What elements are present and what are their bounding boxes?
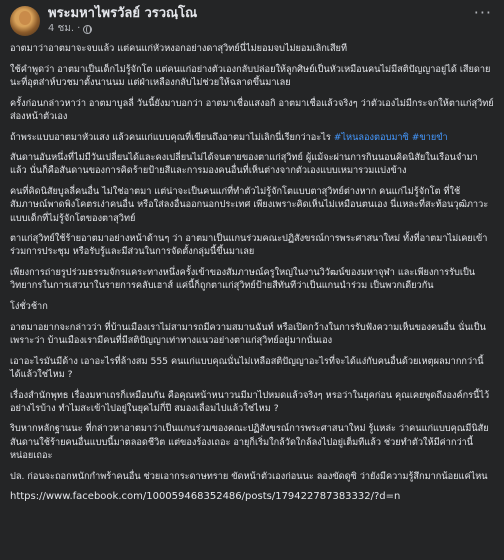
- post-paragraph: [10, 321, 494, 347]
- paragraph-text: เอาอะไรมันมีด้าง เอาอะไรที่ล้างสม 555 คนแก่แบบคุณนั่นไม่เหลือสติปัญญาอะไรที่จะได้แง่กับคนอื่นด้วยเหตุผลมากกว่านี้ได้แล้วใช่ไหม ?: [10, 355, 484, 380]
- post-body: [0, 38, 504, 503]
- post-paragraph: [10, 355, 494, 381]
- post-header: [0, 0, 504, 38]
- post-paragraph: [10, 151, 494, 177]
- author-name[interactable]: พระมหาไพรวัลย์ วรวณฺโณ: [48, 6, 198, 21]
- post-paragraph: [10, 232, 494, 258]
- hashtag-link[interactable]: #ไหนลองตอบมาซิ #ขายขำ: [333, 131, 448, 143]
- paragraph-text: ริบหากหลักฐานนะ ที่กล่าวหาอาตมาว่าเป็นแกนร่วมของคณะปฏิสังขรณ์การพระศาสนาใหม่ รู้แหล่ะ ว่าคนแก่แบบคุณมีนิสัยสันดานใช้ร้ายคนอื่นแบบนี้มาตลอดชีวิต แต่ของร้องเถอะ อายุก็เริ่มใกล้วัดใกล้ลงไปอยู่เต็มทีแล้ว ช่วยทำตัวให้มีค่ากว่านี้หน่อยเถอะ: [10, 423, 489, 461]
- post-paragraph: [10, 63, 494, 89]
- post-paragraph: [10, 42, 494, 55]
- paragraph-text: ตาแก่สุวิทย์ใช้ร้ายอาตมาอย่างหน้าด้านๆ ว่า อาตมาเป็นแกนร่วมคณะปฏิสังขรณ์การพระศาสนาใหม่ ทั้งที่อาตมาไม่เคยเข้าร่วมการประชุม หรือรับรู้และมีส่วนในการจัดตั้งกลุ่มนี้ขึ้นมาเลย: [10, 233, 488, 258]
- globe-icon: [83, 25, 92, 34]
- paragraph-text: อาตมาอยากจะกล่าวว่า ที่บ้านเมืองเราไม่สามารถมีความสมานฉันท์ หรือเปิดกว้างในการรับฟังความเห็นของคนอื่น นั่นเป็นเพราะว่า บ้านเมืองเรามีคนที่มีสติปัญญาเท่าทางแนวอย่างตาแก่สุวิทย์อยู่มากนั่นเอง: [10, 321, 486, 346]
- post-paragraph: [10, 470, 494, 483]
- post-subline: 4 ชม. ·: [48, 22, 472, 36]
- post-paragraph: [10, 131, 494, 144]
- paragraph-text: เรื่องสำนักพุทธ เรื่องมหาเถรก็เหมือนกัน คือคุณหน้าหนาวนมีมาไปหมดแล้วจริงๆ หรอว่าในยุคก่อน คุณเคยพูดถึงองค์กรนี้ไว้อย่างไรบ้าง ทำไมสะเข้าไปอยู่ในยุคไม่กี่ปี สมองเลื่อมไปแล้วใช่ไหม ?: [10, 389, 490, 414]
- post-paragraph: [10, 266, 494, 292]
- paragraph-text: เพียงการถ่ายรูปร่วมธรรมจักรแคระทางหนึ่งครั้งเข้าของสัมภาษณ์ครูใหญ่ในงานวิวัฒน์ของมหาจุฬา และเพียงการรับเป็นวิทยากรในการเสวนาในรายการคลับเฮาส์ แค่นี้ก็ถูกตาแก่สุวิทย์ป้ายสีทันทีว่าเป็นแกนนำร่วม เป็นพวกเดียวกัน: [10, 267, 476, 292]
- paragraph-text: โง่ชั่วช้าก: [10, 301, 48, 313]
- paragraph-text: ใช้คำพูดว่า อาตมาเป็นเด็กไม่รู้จักโต แต่คนแก่อย่างตัวเองกลับปล่อยให้ลูกศิษย์เป็นหัวเหมือนคนไม่มีสติปัญญาอยู่ได้ เสียดายนะที่อุตส่าห์บวชมาตั้งนานนม แต่ฝ่าเหลืองกลับไม่ช่วยให้ฉลาดขึ้นมาเลย: [10, 63, 491, 88]
- post-time[interactable]: 4 ชม.: [48, 23, 75, 34]
- more-options-icon[interactable]: ···: [473, 3, 492, 22]
- paragraph-text: ครั้งก่อนกล่าวหาว่า อาตมาบูลลี่ วันนี้ยังมาบอกว่า อาตมาเชื่อแสงอกิ อาตมาเชื่อแล้วจริงๆ ว่าตัวเองไม่มีกระจกให้ตาแก่สุวิทย์ส่องหน้าตัวเอง: [10, 97, 494, 122]
- post-paragraph: [10, 389, 494, 415]
- paragraph-text: สันดานอันหนึ่งที่ไม่มีวันเปลี่ยนได้และคงเปลี่ยนไม่ได้จนตายของตาแก่สุวิทย์ ผู้แม้จะผ่านการกินนอนคิดนิสัยในเรือนจำมาแล้ว นั่นก็คือสันดานของการคิดร้ายป้ายสีและการมองคนอื่นที่เห็นต่างจากตัวเองแบบเหมารวมแบ่งข้าง: [10, 152, 478, 177]
- post-meta: [48, 6, 472, 36]
- post-url-link[interactable]: https://www.facebook.com/100059468352486/posts/179422787383332/?d=n: [10, 491, 401, 503]
- post-paragraph: [10, 185, 494, 225]
- post-paragraph: [10, 300, 494, 313]
- author-avatar[interactable]: [10, 6, 40, 36]
- paragraph-text: ถ้าพระแบบอาตมาหัวแสง แล้วคนแก่แบบคุณที่เขียนถึงอาตมาไม่เลิกนี่เรียกว่าอะไร: [10, 131, 334, 143]
- paragraph-text: ปล. ก่อนจะถอกหนักกำพร้าคนอื่น ช่วยเอากระดาษทราย ขัดหน้าตัวเองก่อนนะ ลองขัดดูซิ ว่ายังมีความรู้สึกมากน้อยแค่ไหน: [10, 470, 488, 482]
- paragraph-text: คนที่คิดนิสัยบูลลี่คนอื่น ไม่ใช่อาตมา แต่น่าจะเป็นคนแก่ที่ทำตัวไม่รู้จักโตแบบตาสุวิทย์ต่างหาก คนแก่ไม่รู้จักโต ที่ใช้สัมภาษณ์พาดพิงโคตรเง่าคนอื่น หรือใส่ลงอื่นออกนอกประเทศ เพียงเพราะคิดเห็นไม่เหมือนตนเอง นี่แหละที่สะท้อนวุฒิภาวะแบบเด็กที่ไม่รู้จักโตของตาสุวิทย์: [10, 186, 489, 224]
- post-paragraph: [10, 422, 494, 462]
- post-paragraph: [10, 97, 494, 123]
- paragraph-text: อาตมาว่าอาตมาจะจบแล้ว แต่คนแก่หัวหงอกอย่างดาสุวิทย์นี่ไม่ยอมจบไม่ยอมเลิกเสียที: [10, 43, 347, 54]
